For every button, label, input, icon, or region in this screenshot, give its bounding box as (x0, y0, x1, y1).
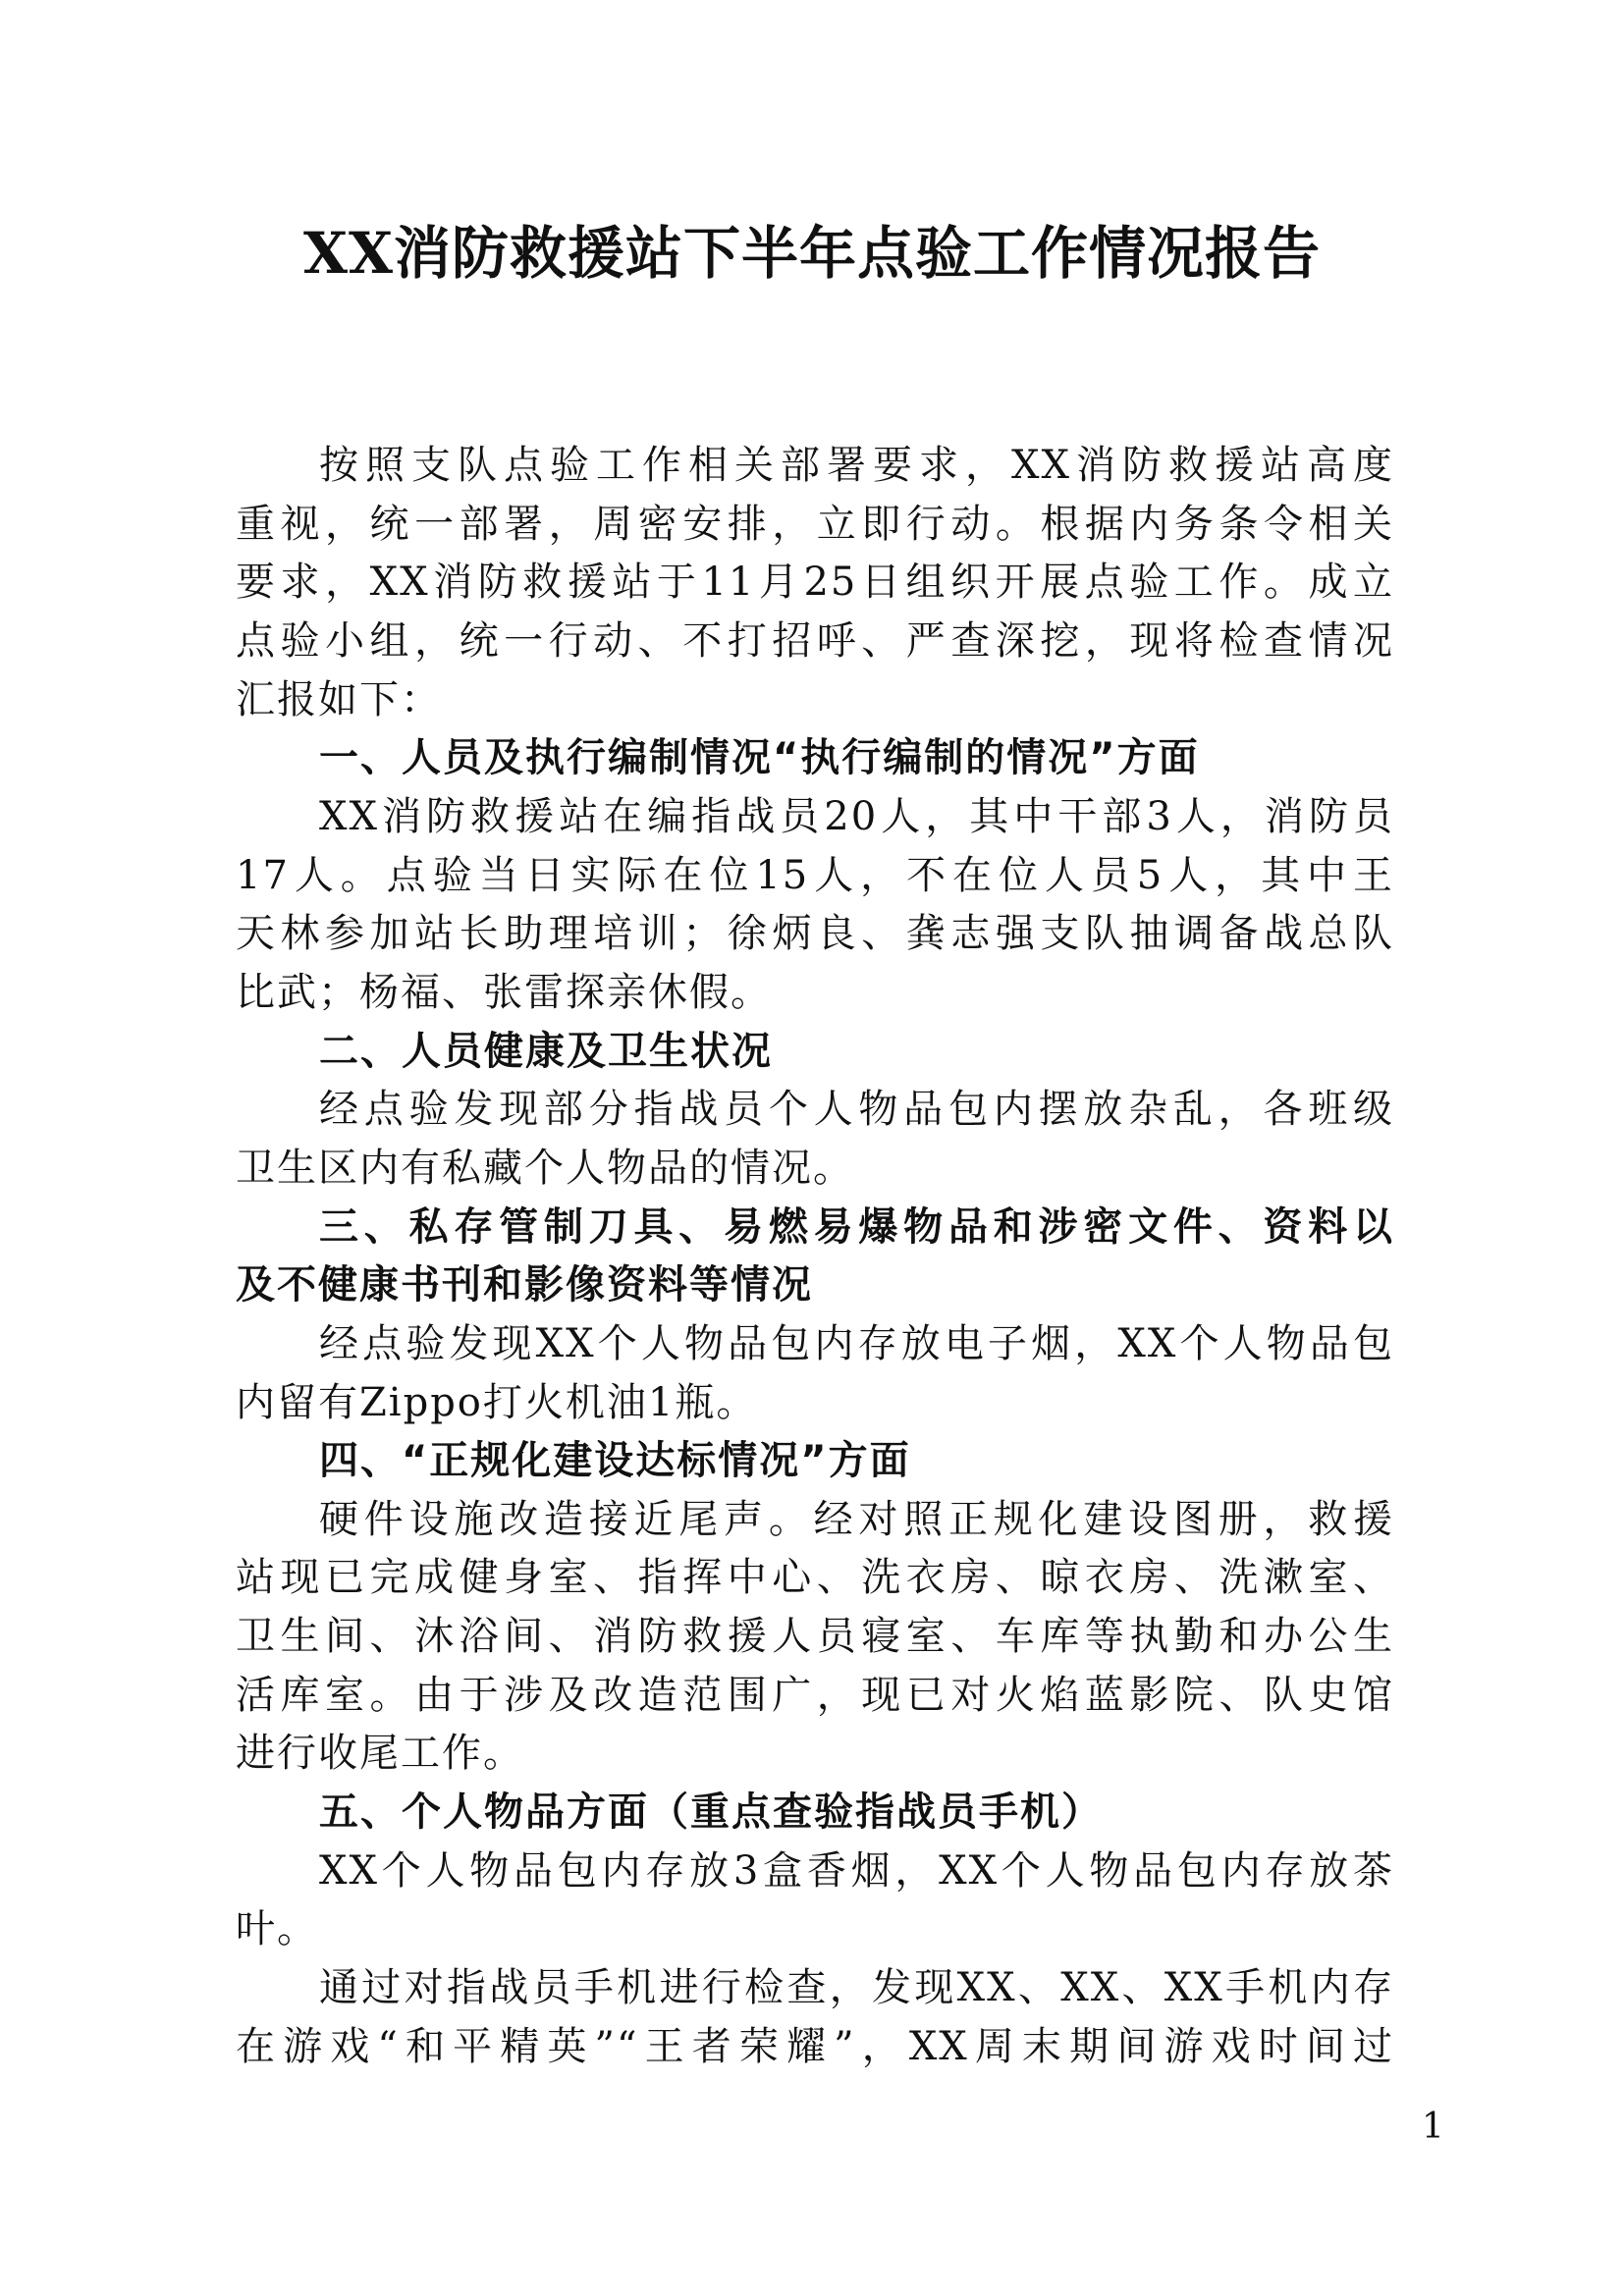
paragraph-line: 比武；杨福、张雷探亲休假。 (236, 969, 772, 1015)
paragraph-line: 硬件设施改造接近尾声。经对照正规化建设图册，救援 (319, 1496, 1394, 1542)
document-body (236, 437, 1394, 2076)
paragraph-line: 要求，XX消防救援站于11月25日组织开展点验工作。成立 (236, 560, 1394, 606)
paragraph-line: 内留有Zippo打火机油1瓶。 (236, 1379, 758, 1425)
section-heading (236, 729, 1394, 788)
paragraph-line: 叶。 (236, 1906, 318, 1952)
paragraph-line: 站现已完成健身室、指挥中心、洗衣房、晾衣房、洗漱室、 (236, 1555, 1394, 1601)
section-heading (236, 1199, 1394, 1315)
paragraph (236, 1842, 1394, 1959)
document-title: XX消防救援站下半年点验工作情况报告 (302, 220, 1321, 287)
paragraph-line: 在游戏“和平精英”“王者荣耀”，XX周末期间游戏时间过 (236, 2023, 1394, 2069)
section-heading-line: 五、个人物品方面（重点查验指战员手机） (319, 1789, 1103, 1836)
paragraph (236, 1081, 1394, 1198)
paragraph-line: 活库室。由于涉及改造范围广，现已对火焰蓝影院、队史馆 (236, 1672, 1394, 1718)
paragraph-line: 卫生区内有私藏个人物品的情况。 (236, 1145, 854, 1191)
paragraph-line: 17人。点验当日实际在位15人，不在位人员5人，其中王 (236, 852, 1394, 898)
paragraph-line: XX个人物品包内存放3盒香烟，XX个人物品包内存放茶 (319, 1847, 1394, 1894)
page-number: 1 (1422, 2107, 1444, 2147)
section-heading (236, 1023, 1394, 1082)
section-heading-line: 及不健康书刊和影像资料等情况 (236, 1262, 813, 1308)
paragraph-line: 经点验发现部分指战员个人物品包内摆放杂乱，各班级 (319, 1087, 1394, 1133)
section-heading (236, 1784, 1394, 1842)
section-heading-line: 一、人员及执行编制情况“执行编制的情况”方面 (319, 735, 1200, 781)
paragraph-line: 天林参加站长助理培训；徐炳良、龚志强支队抽调备战总队 (236, 911, 1394, 957)
paragraph-line: 通过对指战员手机进行检查，发现XX、XX、XX手机内存 (319, 1965, 1394, 2011)
paragraph (236, 1315, 1394, 1432)
paragraph-line: 进行收尾工作。 (236, 1731, 524, 1777)
section-heading-line: 三、私存管制刀具、易燃易爆物品和涉密文件、资料以 (319, 1203, 1394, 1250)
paragraph-line: 经点验发现XX个人物品包内存放电子烟，XX个人物品包 (319, 1320, 1394, 1366)
paragraph-line: 汇报如下： (236, 676, 442, 722)
paragraph (236, 1959, 1394, 2076)
section-heading-line: 二、人员健康及卫生状况 (319, 1028, 773, 1074)
section-heading (236, 1432, 1394, 1491)
paragraph (236, 788, 1394, 1023)
paragraph-line: 按照支队点验工作相关部署要求，XX消防救援站高度 (319, 443, 1394, 488)
section-heading-line: 四、“正规化建设达标情况”方面 (319, 1438, 911, 1484)
paragraph-line: 重视，统一部署，周密安排，立即行动。根据内务条令相关 (236, 501, 1394, 547)
paragraph-line: 点验小组，统一行动、不打招呼、严查深挖，现将检查情况 (236, 617, 1394, 664)
paragraph-line: XX消防救援站在编指战员20人，其中干部3人，消防员 (319, 793, 1394, 839)
paragraph (236, 437, 1394, 729)
paragraph-line: 卫生间、沐浴间、消防救援人员寝室、车库等执勤和办公生 (236, 1614, 1394, 1660)
paragraph (236, 1491, 1394, 1784)
